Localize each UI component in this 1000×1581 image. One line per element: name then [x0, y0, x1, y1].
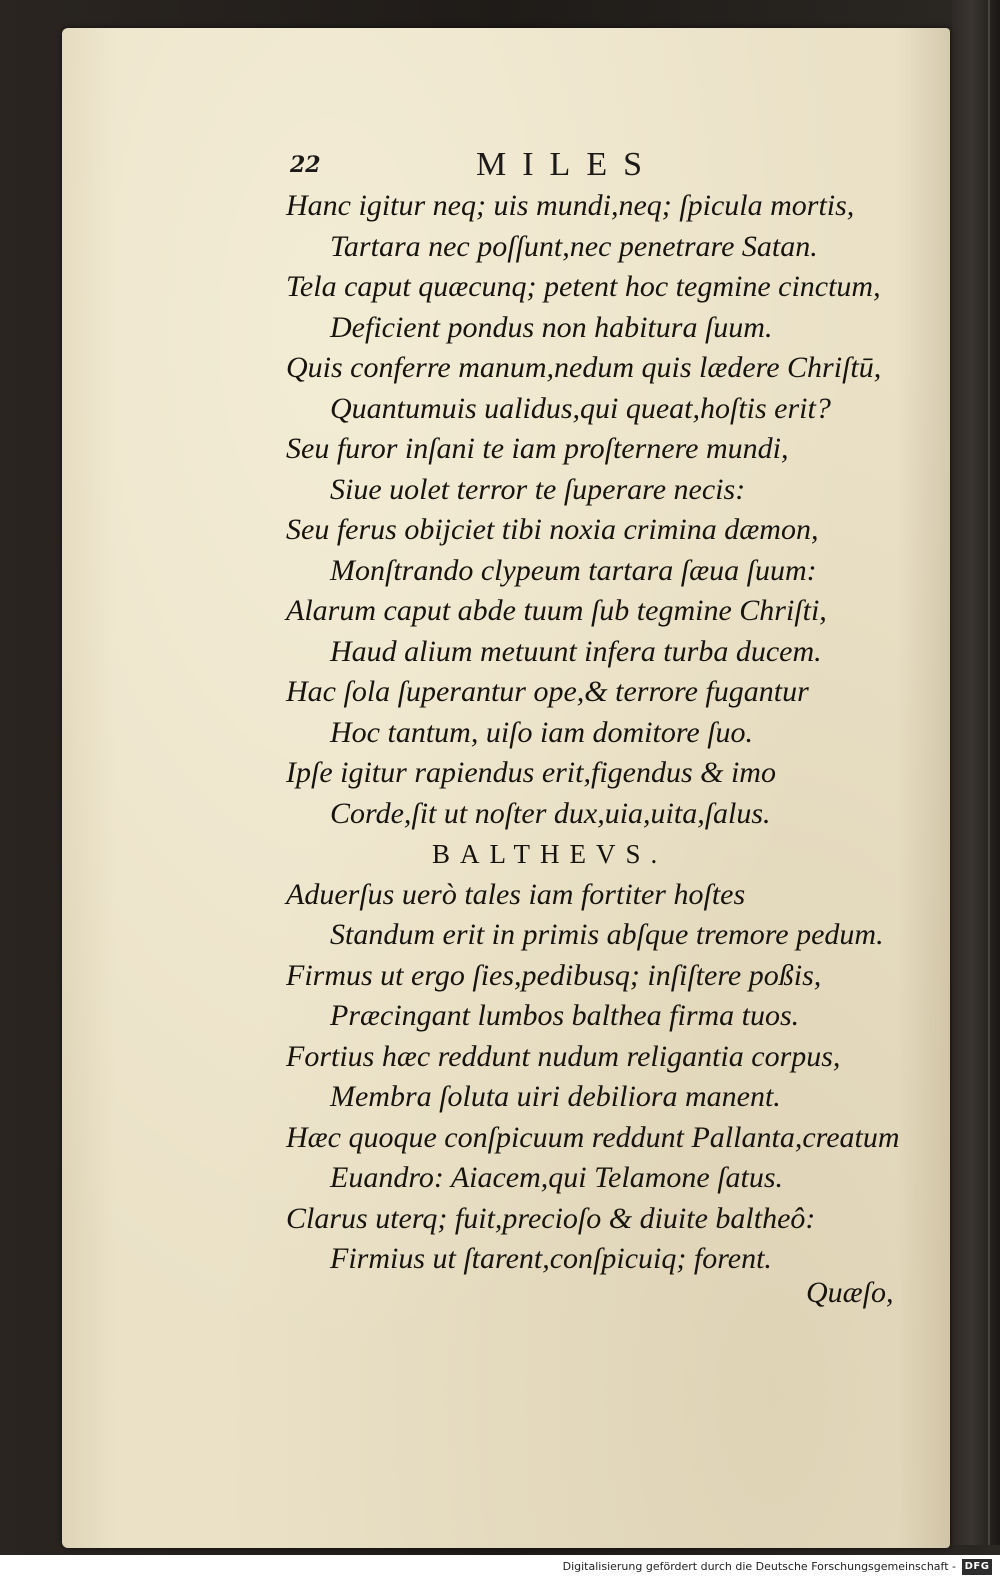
verse-line: Corde,ſit ut noſter dux,uia,uita,ſalus.	[330, 796, 771, 830]
verse-line: Quantumuis ualidus,qui queat,hoſtis erit?	[330, 391, 831, 425]
verse-line: Monſtrando clypeum tartara ſæua ſuum:	[330, 553, 817, 587]
verse-line: Quis conferre manum,nedum quis lædere Chriſtū,	[286, 351, 882, 384]
book-edge-line	[988, 0, 990, 1545]
verse-line: Membra ſoluta uiri debiliora manent.	[330, 1080, 781, 1113]
verse-line: Standum erit in primis abſque tremore pedum.	[330, 918, 884, 951]
footer-bar	[0, 1555, 1000, 1581]
verse-line: Aduerſus uerò tales iam fortiter hoſtes	[286, 877, 746, 911]
verse-line: Deficient pondus non habitura ſuum.	[330, 310, 773, 344]
footer-credit: Digitalisierung gefördert durch die Deutsche Forschungsgemeinschaft -	[562, 1560, 956, 1573]
dfg-logo: DFG	[962, 1559, 992, 1575]
verse-line: Hanc igitur neq; uis mundi,neq; ſpicula mortis,	[286, 189, 855, 222]
section-heading: BALTHEVS.	[432, 839, 668, 869]
page-number: 22	[290, 152, 321, 178]
verse-line: Alarum caput abde tuum ſub tegmine Chriſti,	[286, 594, 827, 627]
page-header	[290, 146, 690, 182]
verse-line: Euandro: Aiacem,qui Telamone ſatus.	[330, 1161, 784, 1194]
verse-line: Tartara nec poſſunt,nec penetrare Satan.	[330, 229, 818, 263]
verse-line: Firmus ut ergo ſies,pedibusq; inſiſtere poßis,	[286, 958, 822, 992]
verse-line: Fortius hæc reddunt nudum religantia corpus,	[286, 1039, 841, 1073]
running-head: MILES	[476, 146, 658, 183]
verse-line: Seu ferus obijciet tibi noxia crimina dæmon,	[286, 513, 819, 546]
verse-line: Clarus uterq; fuit,precioſo & diuite baltheô:	[286, 1201, 816, 1235]
verse-line: Seu furor inſani te iam proſternere mundi,	[286, 432, 789, 465]
verse-line: Tela caput quæcunq; petent hoc tegmine cinctum,	[286, 270, 881, 303]
verse-line: Hac ſola ſuperantur ope,& terrore fugantur	[286, 675, 809, 708]
verse-line: Ipſe igitur rapiendus erit,figendus & imo	[286, 756, 776, 789]
poem-section-2	[286, 875, 926, 1280]
verse-line: Præcingant lumbos balthea firma tuos.	[330, 999, 800, 1032]
poem-section-1	[286, 186, 926, 834]
verse-line: Haud alium metuunt infera turba ducem.	[330, 634, 822, 668]
poem-text	[286, 186, 926, 1280]
catchword: Quæſo,	[806, 1276, 894, 1309]
verse-line: Siue uolet terror te ſuperare necis:	[330, 472, 746, 506]
verse-line: Hoc tantum, uiſo iam domitore ſuo.	[330, 715, 754, 749]
verse-line: Firmius ut ſtarent,conſpicuiq; forent.	[330, 1242, 772, 1275]
book-edge	[952, 0, 1000, 1545]
verse-line: Hæc quoque conſpicuum reddunt Pallanta,creatum	[286, 1120, 900, 1154]
